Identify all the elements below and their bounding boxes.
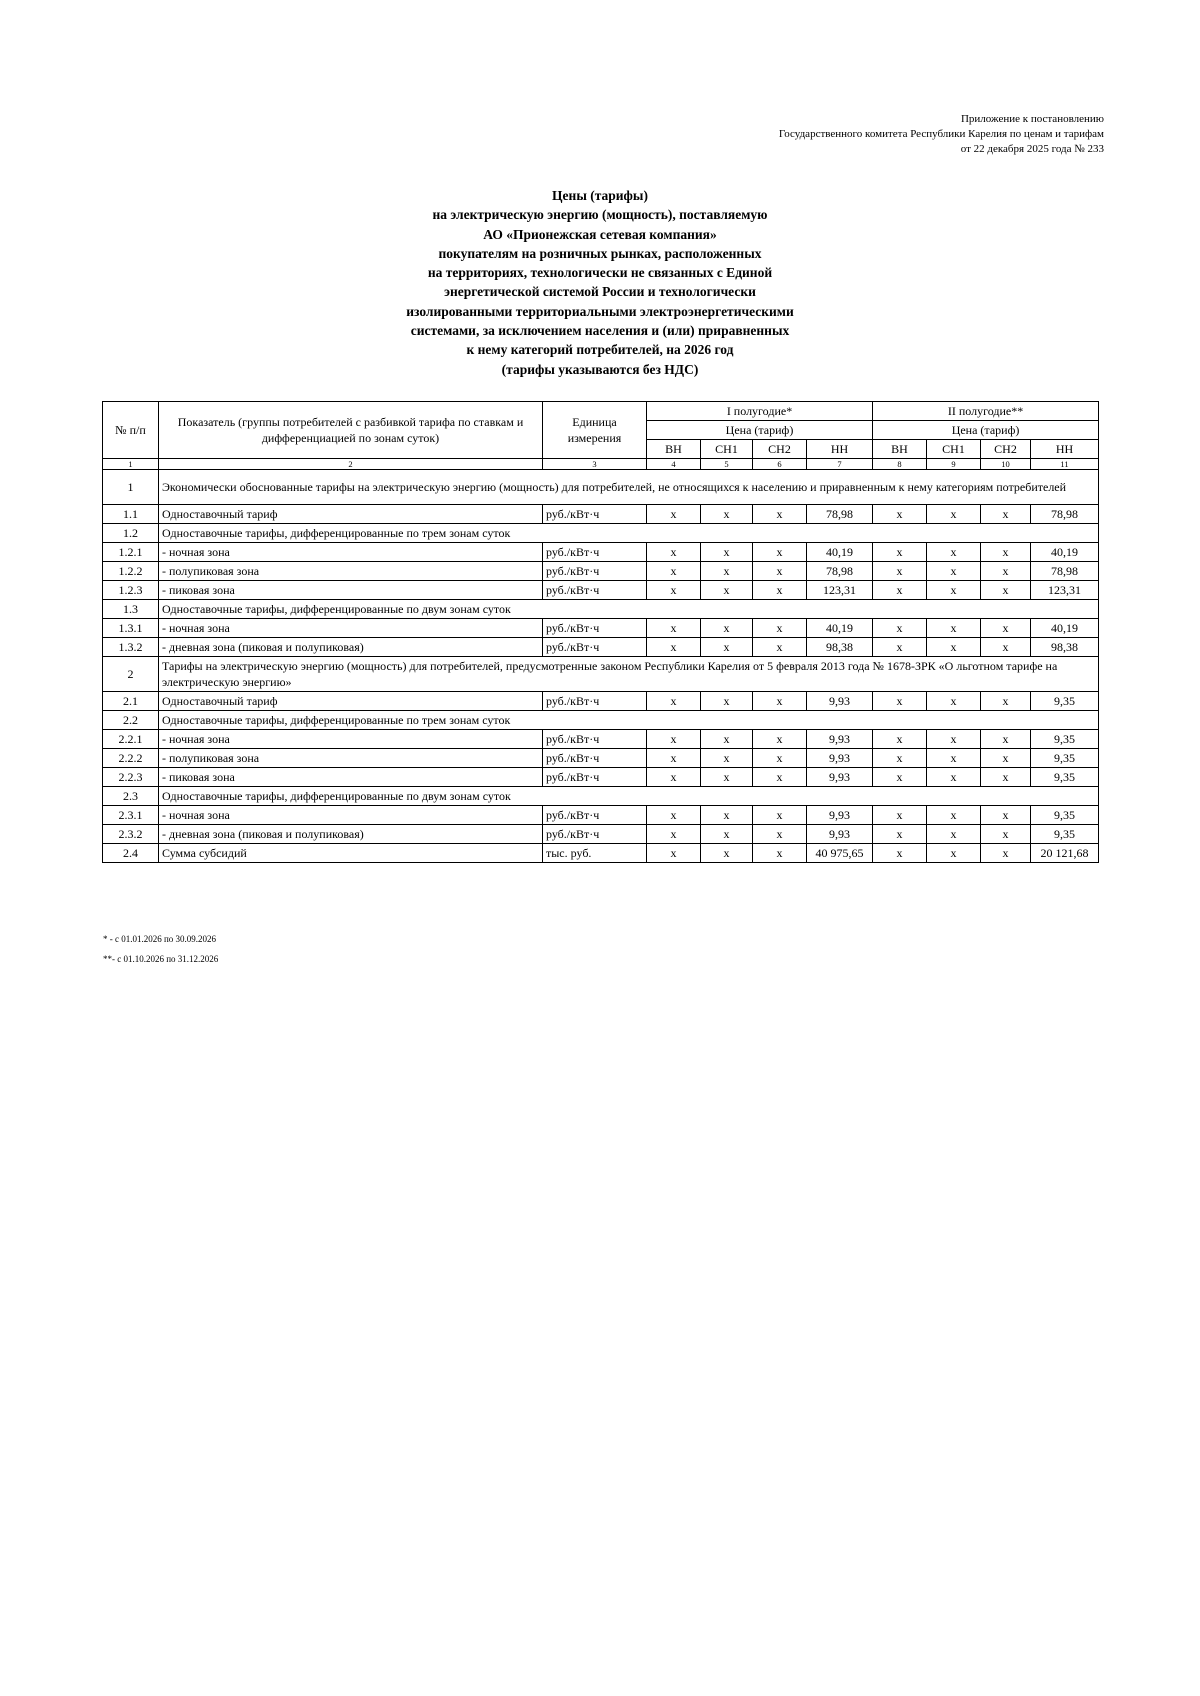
tariff-value: 123,31 [807, 581, 873, 600]
tariff-na: х [873, 806, 927, 825]
table-row [103, 749, 1099, 768]
row-name: - пиковая зона [159, 581, 543, 600]
header-level: ВН [647, 440, 701, 459]
tariff-na: х [927, 749, 981, 768]
header-level: СН2 [981, 440, 1031, 459]
table-row [103, 505, 1099, 524]
table-row [103, 638, 1099, 657]
group-title: Одноставочные тарифы, дифференцированные по двум зонам суток [159, 600, 1099, 619]
row-unit: руб./кВт·ч [543, 562, 647, 581]
title-line: изолированными территориальными электроэнергетическими [406, 303, 794, 319]
tariff-value: 9,35 [1031, 730, 1099, 749]
group-title: Одноставочные тарифы, дифференцированные по двум зонам суток [159, 787, 1099, 806]
row-unit: руб./кВт·ч [543, 638, 647, 657]
footnote: * - с 01.01.2026 по 30.09.2026 [103, 934, 217, 944]
tariff-na: х [753, 692, 807, 711]
column-number: 11 [1031, 459, 1099, 470]
row-number: 1.3 [103, 600, 159, 619]
group-title: Одноставочные тарифы, дифференцированные по трем зонам суток [159, 524, 1099, 543]
tariff-na: х [701, 505, 753, 524]
tariff-na: х [701, 806, 753, 825]
row-number: 1.2.1 [103, 543, 159, 562]
column-number: 9 [927, 459, 981, 470]
header-level: НН [807, 440, 873, 459]
tariff-na: х [647, 730, 701, 749]
tariff-na: х [927, 768, 981, 787]
tariff-na: х [873, 692, 927, 711]
tariff-na: х [927, 806, 981, 825]
tariff-na: х [647, 825, 701, 844]
tariff-na: х [753, 581, 807, 600]
tariff-na: х [873, 768, 927, 787]
row-number: 1 [103, 470, 159, 505]
tariff-na: х [701, 768, 753, 787]
tariff-na: х [647, 844, 701, 863]
title-line: покупателям на розничных рынках, расположенных [438, 245, 762, 261]
row-name: - полупиковая зона [159, 562, 543, 581]
tariff-value: 9,35 [1031, 749, 1099, 768]
table-row [103, 844, 1099, 863]
table-row [103, 806, 1099, 825]
row-unit: руб./кВт·ч [543, 730, 647, 749]
column-number: 2 [159, 459, 543, 470]
tariff-na: х [753, 730, 807, 749]
tariff-na: х [701, 692, 753, 711]
title-line: системами, за исключением населения и (или) приравненных [410, 323, 790, 339]
section-title: Экономически обоснованные тарифы на электрическую энергию (мощность) для потребителей, не относящихся к населению и приравненным к нему категориям потребителей [159, 470, 1099, 505]
table-row [103, 730, 1099, 749]
title-line: на электрическую энергию (мощность), поставляемую [432, 207, 768, 223]
tariff-na: х [701, 730, 753, 749]
tariff-na: х [981, 825, 1031, 844]
footnote: **- с 01.10.2026 по 31.12.2026 [103, 954, 219, 964]
row-number: 2.3 [103, 787, 159, 806]
header-note-line: Приложение к постановлению [960, 113, 1104, 125]
tariff-na: х [927, 505, 981, 524]
table-row [103, 562, 1099, 581]
table-row [103, 543, 1099, 562]
row-unit: руб./кВт·ч [543, 619, 647, 638]
tariff-na: х [873, 562, 927, 581]
tariff-na: х [927, 844, 981, 863]
tariff-value: 9,35 [1031, 768, 1099, 787]
column-number: 6 [753, 459, 807, 470]
tariff-na: х [701, 749, 753, 768]
tariff-na: х [701, 581, 753, 600]
tariff-na: х [927, 825, 981, 844]
row-number: 2.2.1 [103, 730, 159, 749]
row-unit: руб./кВт·ч [543, 806, 647, 825]
tariff-na: х [981, 749, 1031, 768]
tariff-na: х [701, 562, 753, 581]
row-name: - пиковая зона [159, 768, 543, 787]
header-note [779, 112, 1104, 157]
header-half1: I полугодие* [647, 402, 873, 421]
tariff-na: х [647, 692, 701, 711]
row-number: 2.3.2 [103, 825, 159, 844]
column-number: 8 [873, 459, 927, 470]
column-number: 1 [103, 459, 159, 470]
row-unit: руб./кВт·ч [543, 505, 647, 524]
row-name: Сумма субсидий [159, 844, 543, 863]
tariff-value: 78,98 [807, 562, 873, 581]
column-number: 4 [647, 459, 701, 470]
row-unit: тыс. руб. [543, 844, 647, 863]
tariff-na: х [647, 619, 701, 638]
tariff-value: 40,19 [1031, 619, 1099, 638]
tariff-value: 9,93 [807, 749, 873, 768]
tariff-na: х [927, 730, 981, 749]
header-half2: II полугодие** [873, 402, 1099, 421]
header-num: № п/п [103, 402, 159, 459]
row-name: - полупиковая зона [159, 749, 543, 768]
table-row [103, 692, 1099, 711]
tariff-na: х [753, 562, 807, 581]
row-name: - дневная зона (пиковая и полупиковая) [159, 825, 543, 844]
tariff-value: 78,98 [1031, 562, 1099, 581]
title-line: на территориях, технологически не связанных с Единой [427, 265, 773, 281]
tariff-value: 40,19 [1031, 543, 1099, 562]
row-number: 1.2 [103, 524, 159, 543]
tariff-na: х [981, 806, 1031, 825]
section-title: Тарифы на электрическую энергию (мощность) для потребителей, предусмотренные законом Республики Карелия от 5 февраля 2013 года № 1678-ЗРК «О льготном тарифе на электрическую энергию» [159, 657, 1099, 692]
tariff-value: 40 975,65 [807, 844, 873, 863]
title-line: Цены (тарифы) [552, 188, 648, 203]
tariff-na: х [873, 505, 927, 524]
tariff-na: х [981, 768, 1031, 787]
row-unit: руб./кВт·ч [543, 825, 647, 844]
column-number: 5 [701, 459, 753, 470]
tariff-value: 9,35 [1031, 806, 1099, 825]
group-row [103, 524, 1099, 543]
tariff-value: 78,98 [1031, 505, 1099, 524]
tariff-na: х [981, 581, 1031, 600]
tariff-na: х [753, 749, 807, 768]
header-price: Цена (тариф) [647, 421, 873, 440]
row-number: 2.2.3 [103, 768, 159, 787]
tariff-na: х [981, 543, 1031, 562]
tariff-value: 9,93 [807, 825, 873, 844]
tariff-table [102, 401, 1099, 863]
row-name: Одноставочный тариф [159, 692, 543, 711]
tariff-na: х [753, 543, 807, 562]
row-unit: руб./кВт·ч [543, 543, 647, 562]
tariff-na: х [647, 638, 701, 657]
tariff-na: х [753, 825, 807, 844]
tariff-na: х [701, 543, 753, 562]
tariff-na: х [753, 844, 807, 863]
tariff-na: х [701, 638, 753, 657]
table-header-row [103, 402, 1099, 421]
tariff-na: х [981, 505, 1031, 524]
row-number: 2.1 [103, 692, 159, 711]
row-unit: руб./кВт·ч [543, 768, 647, 787]
table-row [103, 581, 1099, 600]
tariff-value: 40,19 [807, 619, 873, 638]
header-level: НН [1031, 440, 1099, 459]
tariff-na: х [873, 844, 927, 863]
tariff-na: х [981, 619, 1031, 638]
tariff-value: 123,31 [1031, 581, 1099, 600]
tariff-value: 78,98 [807, 505, 873, 524]
tariff-na: х [873, 730, 927, 749]
tariff-na: х [927, 692, 981, 711]
header-indicator: Показатель (группы потребителей с разбивкой тарифа по ставкам и дифференциацией по зонам суток) [159, 402, 543, 459]
tariff-table-body [103, 470, 1099, 863]
tariff-na: х [647, 543, 701, 562]
title-line: энергетической системой России и технологически [444, 284, 756, 300]
header-note-line: от 22 декабря 2025 года № 233 [960, 143, 1104, 155]
group-title: Одноставочные тарифы, дифференцированные по трем зонам суток [159, 711, 1099, 730]
row-number: 1.2.2 [103, 562, 159, 581]
tariff-na: х [647, 768, 701, 787]
section-row [103, 657, 1099, 692]
header-level: СН2 [753, 440, 807, 459]
header-level: СН1 [927, 440, 981, 459]
column-number: 7 [807, 459, 873, 470]
tariff-value: 9,93 [807, 692, 873, 711]
tariff-na: х [927, 638, 981, 657]
section-row [103, 470, 1099, 505]
row-unit: руб./кВт·ч [543, 581, 647, 600]
column-number-row [103, 459, 1099, 470]
tariff-na: х [753, 505, 807, 524]
header-note-line: Государственного комитета Республики Карелия по ценам и тарифам [778, 128, 1104, 140]
row-number: 2.2.2 [103, 749, 159, 768]
tariff-na: х [981, 692, 1031, 711]
header-level: ВН [873, 440, 927, 459]
group-row [103, 711, 1099, 730]
tariff-value: 9,93 [807, 730, 873, 749]
tariff-na: х [647, 806, 701, 825]
tariff-value: 9,93 [807, 768, 873, 787]
tariff-na: х [873, 581, 927, 600]
row-name: - ночная зона [159, 730, 543, 749]
tariff-na: х [701, 844, 753, 863]
row-number: 1.3.2 [103, 638, 159, 657]
tariff-na: х [753, 768, 807, 787]
table-row [103, 825, 1099, 844]
row-number: 1.2.3 [103, 581, 159, 600]
tariff-value: 9,35 [1031, 692, 1099, 711]
tariff-na: х [701, 619, 753, 638]
tariff-na: х [981, 844, 1031, 863]
title-line: АО «Прионежская сетевая компания» [483, 226, 717, 242]
group-row [103, 600, 1099, 619]
column-number: 3 [543, 459, 647, 470]
table-row [103, 619, 1099, 638]
tariff-na: х [927, 543, 981, 562]
document-title [0, 186, 1200, 379]
tariff-na: х [753, 806, 807, 825]
row-unit: руб./кВт·ч [543, 692, 647, 711]
title-line: к нему категорий потребителей, на 2026 год [466, 342, 734, 358]
row-name: - ночная зона [159, 619, 543, 638]
row-number: 2.2 [103, 711, 159, 730]
tariff-na: х [873, 619, 927, 638]
tariff-value: 9,93 [807, 806, 873, 825]
tariff-na: х [981, 562, 1031, 581]
tariff-na: х [647, 562, 701, 581]
tariff-na: х [981, 730, 1031, 749]
row-name: - дневная зона (пиковая и полупиковая) [159, 638, 543, 657]
tariff-na: х [981, 638, 1031, 657]
column-number: 10 [981, 459, 1031, 470]
tariff-value: 98,38 [1031, 638, 1099, 657]
tariff-value: 20 121,68 [1031, 844, 1099, 863]
tariff-na: х [927, 562, 981, 581]
row-number: 2 [103, 657, 159, 692]
tariff-na: х [753, 638, 807, 657]
tariff-na: х [647, 749, 701, 768]
tariff-na: х [927, 581, 981, 600]
row-number: 2.4 [103, 844, 159, 863]
tariff-na: х [873, 825, 927, 844]
row-number: 2.3.1 [103, 806, 159, 825]
tariff-na: х [753, 619, 807, 638]
row-number: 1.1 [103, 505, 159, 524]
footnotes [103, 929, 218, 969]
tariff-na: х [647, 581, 701, 600]
table-row [103, 768, 1099, 787]
tariff-value: 9,35 [1031, 825, 1099, 844]
tariff-na: х [873, 543, 927, 562]
tariff-value: 98,38 [807, 638, 873, 657]
group-row [103, 787, 1099, 806]
tariff-na: х [873, 749, 927, 768]
header-unit: Единица измерения [543, 402, 647, 459]
row-name: Одноставочный тариф [159, 505, 543, 524]
header-price: Цена (тариф) [873, 421, 1099, 440]
row-name: - ночная зона [159, 806, 543, 825]
row-name: - ночная зона [159, 543, 543, 562]
header-level: СН1 [701, 440, 753, 459]
tariff-na: х [647, 505, 701, 524]
tariff-na: х [873, 638, 927, 657]
tariff-value: 40,19 [807, 543, 873, 562]
row-number: 1.3.1 [103, 619, 159, 638]
title-line: (тарифы указываются без НДС) [501, 361, 699, 377]
tariff-na: х [701, 825, 753, 844]
row-unit: руб./кВт·ч [543, 749, 647, 768]
tariff-na: х [927, 619, 981, 638]
